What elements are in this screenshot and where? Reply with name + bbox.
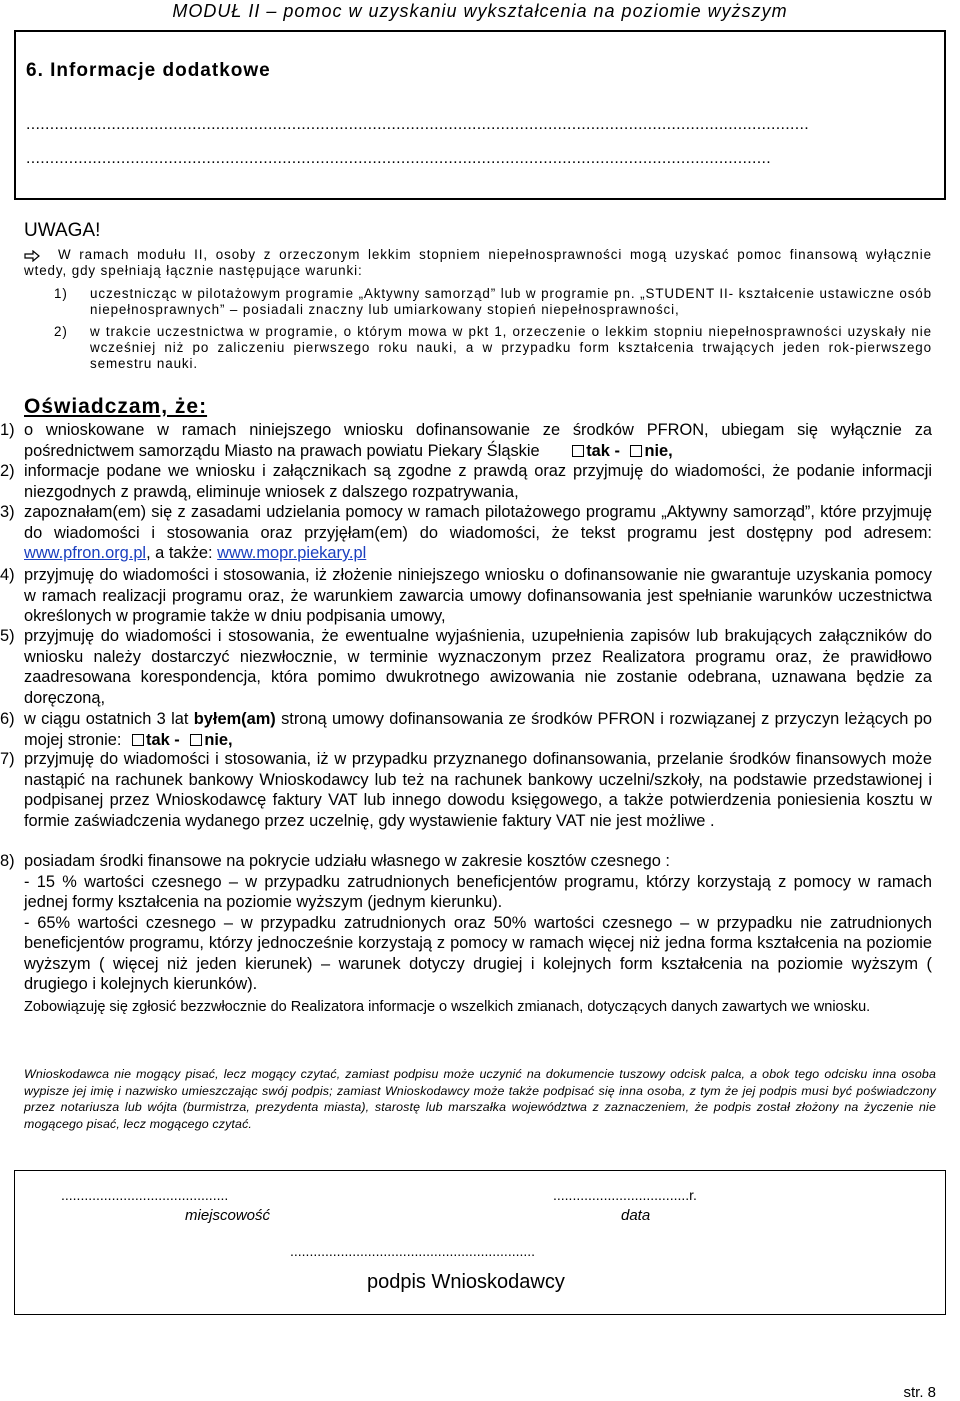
date-dots: ...................................r. (553, 1187, 697, 1203)
obligation-text: Zobowiązuję się zgłosić bezzwłocznie do Realizatora informacje o wszelkich zmianach, dotyczących danych zawartych we wniosku. (24, 999, 871, 1015)
mopr-link[interactable]: www.mopr.piekary.pl (217, 544, 367, 562)
declaration-title: Oświadczam, że: (24, 395, 208, 418)
place-dots: ........................................... (61, 1187, 229, 1203)
item-text: stroną umowy dofinansowania ze środków PFRON i rozwiązanej z przyczyn leżących po mojej stronie: (24, 710, 932, 749)
item-text: informacje podane we wniosku i załącznikach są zgodne z prawdą oraz przyjmuję do wiadomości, że podanie informacji niezgodnych z prawdą, eliminuje wniosek z dalszego rozpatrywania, (24, 462, 932, 501)
signature-label: podpis Wnioskodawcy (367, 1271, 565, 1293)
item-number: 8) (0, 852, 15, 870)
item-text: o wnioskowane w ramach niniejszego wniosku dofinansowanie ze środków PFRON, ubiegam się wyłącznie za pośrednictwem samorządu Miasto na prawach powiatu Piekary Śląskie (24, 421, 932, 460)
item-number: 3) (0, 503, 15, 521)
pfron-link[interactable]: www.pfron.org.pl (24, 544, 147, 562)
item-text-bold: byłem(am) (193, 710, 276, 728)
date-label: data (621, 1207, 651, 1224)
item-text: przyjmuję do wiadomości i stosowania, iż złożenie niniejszego wniosku o dofinansowanie nie gwarantuje uzyskania pomocy w ramach realizacji programu oraz, że warunkiem zawarcia umowy dofinansowania jest spełnianie warunków uczestnictwa określonych w programie także w dniu podpisania umowy, (24, 566, 932, 625)
dotted-line-2: ............................................................................................................................................................. (26, 150, 772, 167)
note-2-number: 2) (54, 324, 68, 339)
page-header: MODUŁ II – pomoc w uzyskaniu wykształcenia na poziomie wyższym (172, 1, 788, 21)
item-subpoint-2: - 65% wartości czesnego – w przypadku zatrudnionych oraz 50% wartości czesnego – w przypadku nie zatrudnionych beneficjentów programu, którzy jednocześnie korzystają z pomocy w ramach więcej niż jedna forma kształcenia na poziomie wyższym ( więcej niż jeden kierunek) – warunek dotyczy drugiej i kolejnych form kształcenia na poziomie wyższym ( drugiego i kolejnych kierunków). (24, 913, 932, 993)
item-text: posiadam środki finansowe na pokrycie udziału własnego w zakresie kosztów czesnego : (24, 852, 670, 870)
checkbox-tak[interactable] (572, 445, 584, 457)
fingerprint-note: Wnioskodawca nie mogący pisać, lecz mogący czytać, zamiast podpisu może uczynić na dokumencie tuszowy odcisk palca, a obok tego odcisku inna osoba wypisze jej imię i nazwisko umieszczając swój podpis; zamiast Wnioskodawcy może także podpisać się inna osoba, z tym że jej podpis musi być poświadczony przez notariusza lub wójta (burmistrza, prezydenta miasta), starostę lub marszałka województwa z zaznaczeniem, że podpis został złożony na życzenie nie mogącego pisać, lecz mogącego czytać. (24, 1067, 936, 1131)
item-number: 1) (0, 421, 15, 439)
dotted-line-1: ..................................................................................................................................................................... (26, 116, 809, 133)
tak-label: tak - (146, 730, 180, 749)
signature-dots: ............................................................... (290, 1243, 536, 1259)
item-number: 4) (0, 566, 15, 584)
note-1: uczestnicząc w pilotażowym programie „Aktywny samorząd” lub w programie pn. „STUDENT II- kształcenie ustawiczne osób niepełnosprawnych” – posiadali znaczny lub umiarkowany stopień niepełnosprawności, (90, 286, 932, 317)
page-number: str. 8 (903, 1384, 936, 1401)
additional-info-box (14, 30, 946, 200)
nie-label: nie, (644, 441, 673, 460)
checkbox-nie[interactable] (190, 734, 202, 746)
item-number: 6) (0, 710, 15, 728)
tak-label: tak - (586, 441, 620, 460)
section-title: 6. Informacje dodatkowe (26, 60, 271, 81)
item-text: przyjmuję do wiadomości i stosowania, iż w przypadku przyznanego dofinansowania, przelanie środków finansowych może nastąpić na rachunek bankowy Wnioskodawcy lub też na rachunek bankowy uczelni/szkoły, na podstawie przedstawionej i podpisanej przez Wnioskodawcę faktury VAT lub innego dowodu księgowego, a także potwierdzenia poniesienia kosztu w formie zaświadczenia wydanego przez uczelnię, gdy wystawienie faktury VAT nie jest możliwe . (24, 750, 932, 830)
note-1-number: 1) (54, 286, 68, 301)
item-number: 2) (0, 462, 15, 480)
warning-heading: UWAGA! (24, 220, 101, 241)
item-text-pre: w ciągu ostatnich 3 lat (24, 710, 189, 728)
item-number: 5) (0, 627, 15, 645)
item-text: przyjmuję do wiadomości i stosowania, że ewentualne wyjaśnienia, uzupełnienia zapisów lub brakujących załączników do wniosku należy dostarczyć niezwłocznie, w terminie wyznaczonym przez Realizatora programu oraz, że prawidłowo zaadresowana korespondencja, która pomimo dwukrotnego awizowania nie zostanie odebrana, uznawana będzie za doręczoną, (24, 627, 932, 707)
item-text: zapoznałam(em) się z zasadami udzielania pomocy w ramach pilotażowego programu „Aktywny samorząd”, które przyjmuję do wiadomości i stosowania oraz przyjęłam(em) do wiadomości, że tekst programu jest dostępny pod adresem: (24, 503, 932, 542)
checkbox-tak[interactable] (132, 734, 144, 746)
signature-box (14, 1170, 946, 1315)
place-label: miejscowość (185, 1207, 271, 1224)
item-text-mid: , a także: (146, 544, 213, 562)
nie-label: nie, (204, 730, 233, 749)
note-2: w trakcie uczestnictwa w programie, o którym mowa w pkt 1, orzeczenie o lekkim stopniu niepełnosprawności uzyskały nie wcześniej niż po zaliczeniu pierwszego roku nauki, a w przypadku form kształcenia trwających jeden rok-pierwszego semestru nauki. (90, 324, 932, 371)
item-subpoint-1: - 15 % wartości czesnego – w przypadku zatrudnionych beneficjentów programu, którzy korzystają z pomocy w ramach jednej formy kształcenia na poziomie wyższym (jednym kierunku). (24, 872, 932, 911)
checkbox-nie[interactable] (630, 445, 642, 457)
note-intro: W ramach modułu II, osoby z orzeczonym lekkim stopniem niepełnosprawności mogą uzyskać pomoc finansową wyłącznie wtedy, gdy spełniają łącznie następujące warunki: (24, 247, 932, 278)
item-number: 7) (0, 750, 15, 768)
